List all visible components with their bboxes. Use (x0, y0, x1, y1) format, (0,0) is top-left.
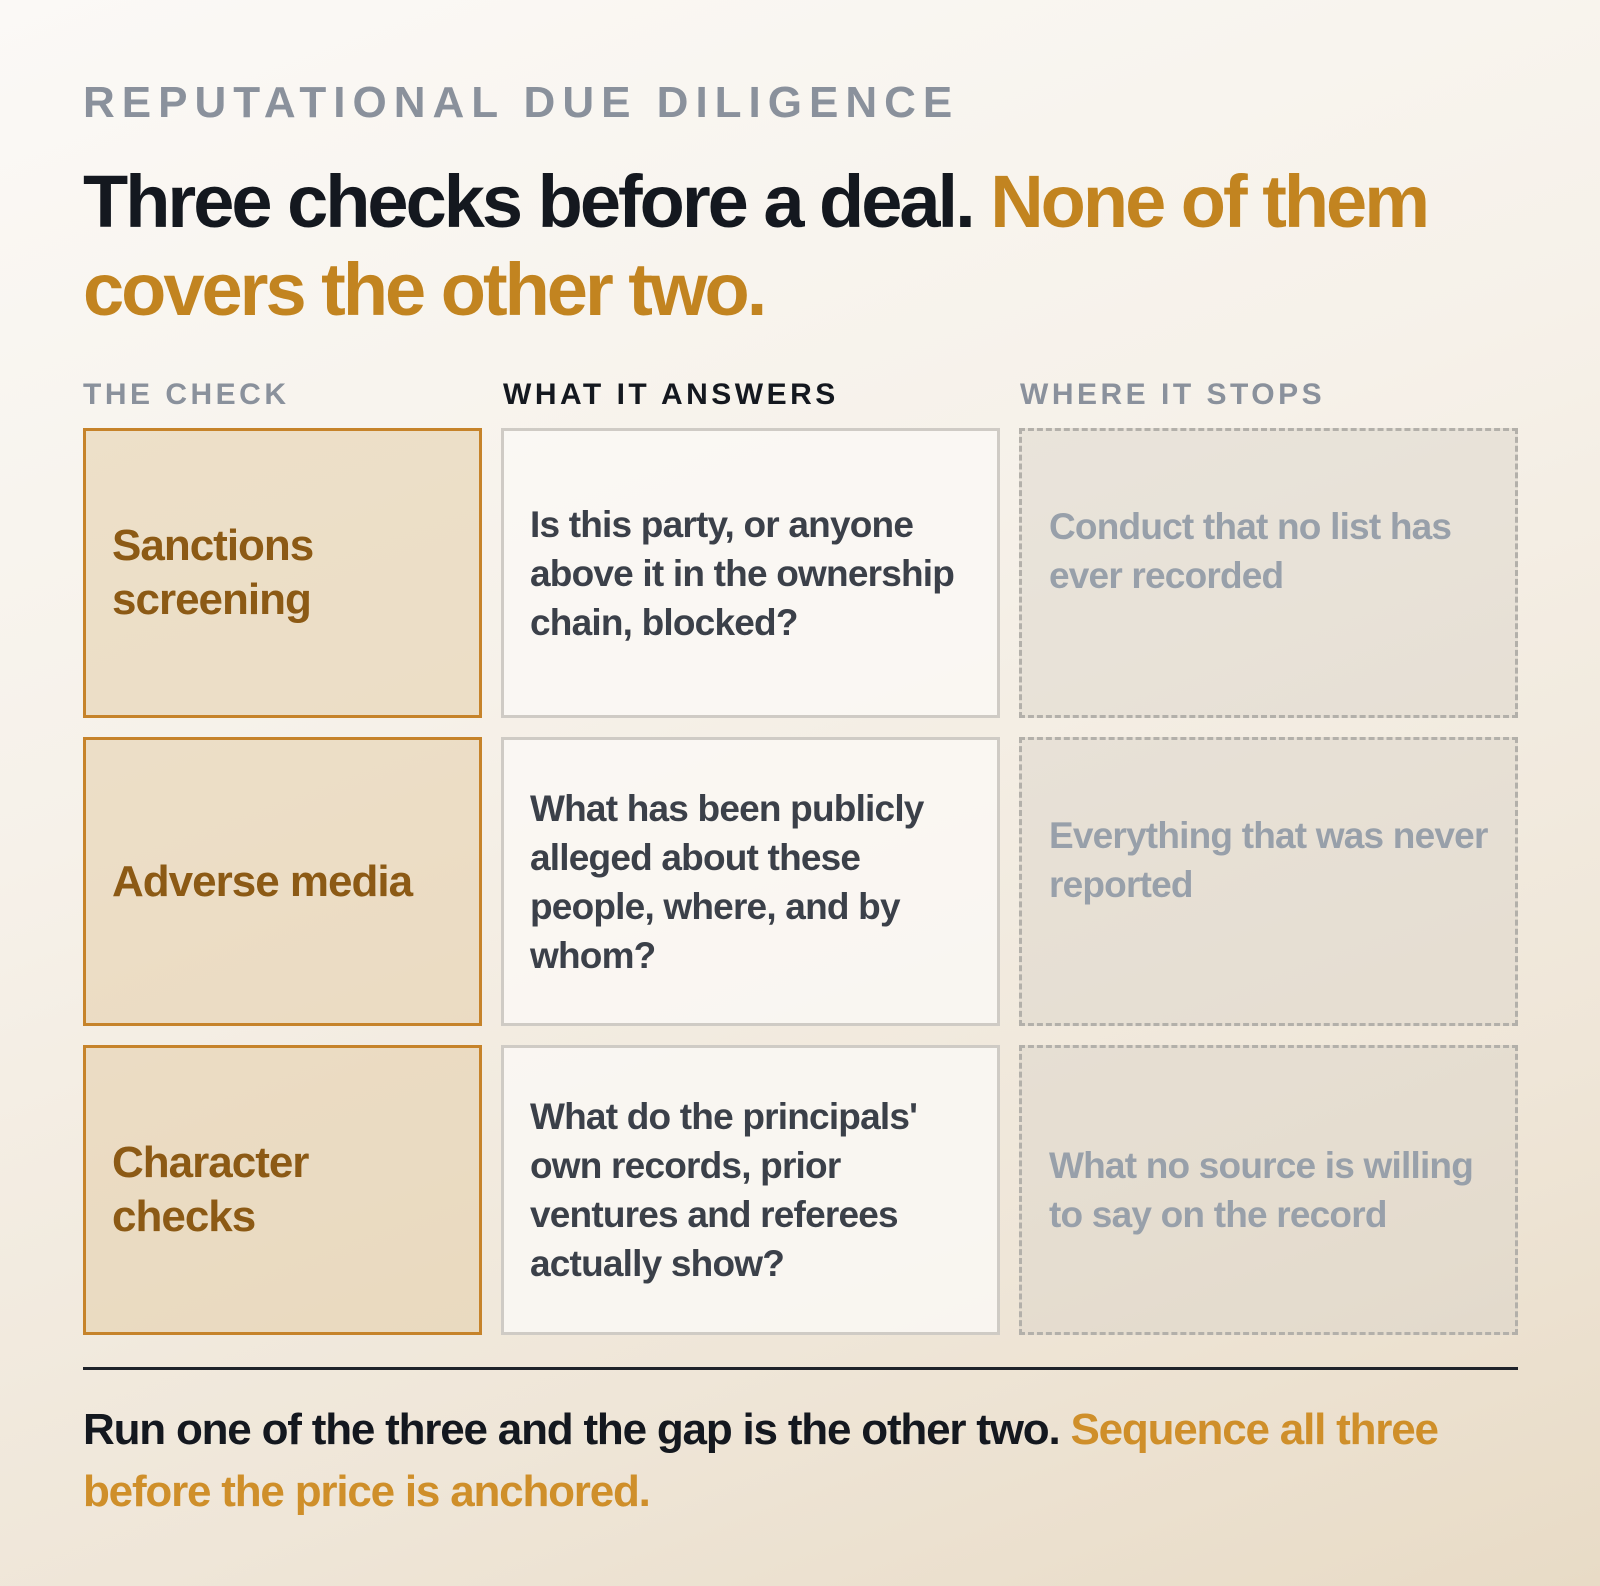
column-header-stops: WHERE IT STOPS (1020, 378, 1326, 411)
divider (83, 1367, 1518, 1370)
stop-text: Conduct that no list has ever recorded (1049, 506, 1452, 596)
answer-cell-adverse-media (501, 737, 1000, 1026)
stop-text: What no source is willing to say on the record (1049, 1145, 1474, 1235)
check-label: Sanctions screening (112, 521, 314, 624)
stop-cell-character (1019, 1045, 1518, 1335)
footer (83, 1399, 1523, 1523)
column-header-check: THE CHECK (83, 378, 290, 411)
footer-main: Run one of the three and the gap is the other two. (83, 1405, 1060, 1454)
check-cell-character (83, 1045, 482, 1335)
check-label: Adverse media (112, 856, 413, 906)
stop-text: Everything that was never reported (1049, 814, 1488, 905)
answer-cell-character (501, 1045, 1000, 1335)
answer-text: Is this party, or anyone above it in the ownership chain, blocked? (530, 503, 955, 643)
answer-cell-sanctions (501, 428, 1000, 718)
headline (83, 158, 1483, 334)
check-cell-sanctions (83, 428, 482, 718)
answer-text: What has been publicly alleged about these people, where, and by whom? (530, 787, 924, 976)
check-cell-adverse-media (83, 737, 482, 1026)
headline-main: Three checks before a deal. (83, 160, 973, 243)
footer-accent: Sequence all three before the price is anchored. (83, 1405, 1438, 1516)
stop-cell-sanctions (1019, 428, 1518, 718)
eyebrow: REPUTATIONAL DUE DILIGENCE (83, 78, 960, 127)
stop-cell-adverse-media (1019, 737, 1518, 1026)
check-label: Character checks (112, 1138, 309, 1241)
answer-text: What do the principals' own records, prior ventures and referees actually show? (530, 1096, 918, 1284)
headline-accent: None of them covers the other two. (83, 160, 1427, 331)
column-header-answers: WHAT IT ANSWERS (503, 378, 839, 411)
